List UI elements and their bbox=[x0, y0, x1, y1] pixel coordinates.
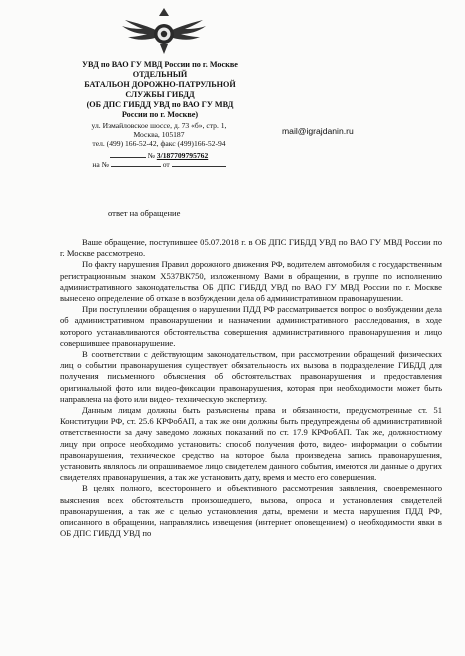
body-paragraph-5: Данным лицам должны быть разъяснены права и обязанности, предусмотренные ст. 51 Конституции РФ, ст. 25.6 КРФобАП, а так же они должны быть предупреждены об административной ответственности за дачу заведомо ложных показаний по ст. 17.9 КРФобАП. Так же, должностному лицу при опросе необходимо установить: способ получения фото, видео- информации о событии правонарушения, техническое средство на которое была произведена запись правонарушения, установить являлось ли опрашиваемое лицо свидетелем данного события, имеются ли данные о других свидетелях правонарушения, а так же установить дату, время и место его совершения. bbox=[60, 405, 442, 483]
police-eagle-emblem-icon bbox=[119, 4, 209, 56]
body-paragraph-3: При поступлении обращения о нарушении ПДД РФ рассматривается вопрос о возбуждении дела об административном правонарушении и назначении административного расследования, в ходе которого устанавливаются обстоятельства совершения административного правонарушения и лицо совершившее правонарушение. bbox=[60, 304, 442, 348]
body-paragraph-2: По факту нарушения Правил дорожного движения РФ, водителем автомобиля с государственным регистрационным знаком Х537ВК750, изложенному Вами в обращении, в группе по исполнению административного законодательства ОБ ДПС ГИБДД УВД по ВАО ГУ МВД России по г. Москве вынесено определение об отказе в возбуждении дела об административном правонарушении. bbox=[60, 259, 442, 304]
subject-line: ответ на обращение bbox=[108, 208, 181, 218]
org-name-line-1: УВД по ВАО ГУ МВД России по г. Москве bbox=[82, 60, 238, 69]
reply-from-label: от bbox=[162, 160, 170, 169]
reply-number-prefix: на № bbox=[92, 160, 109, 169]
body-paragraph-6: В целях полного, всестороннего и объективного рассмотрения заявления, своевременного выяснения всех обстоятельств произошедшего, вызова, опроса и установления свидетелей правонарушения, а так же с целью установления даты, времени и места нарушения ПДД РФ, описанного в обращении, направлялись извещения (интернет оповещением) о необходимости явки в ОБ ДПС ГИБДД УВД по bbox=[60, 483, 442, 539]
org-name-line-2: ОТДЕЛЬНЫЙ bbox=[132, 70, 188, 79]
org-name-line-5: (ОБ ДПС ГИБДД УВД по ВАО ГУ МВД bbox=[86, 100, 234, 109]
reply-date-blank bbox=[172, 158, 226, 167]
reply-number-blank bbox=[111, 158, 161, 167]
address-line-1: ул. Измайловское шоссе, д. 73 «б», стр. 1, bbox=[91, 121, 227, 130]
org-name-line-6: России по г. Москве) bbox=[121, 110, 199, 119]
recipient-email: mail@igrajdanin.ru bbox=[282, 126, 354, 136]
date-blank bbox=[110, 149, 146, 158]
ref-number: 3/187709795762 bbox=[156, 151, 209, 160]
ref-number-sign: № bbox=[147, 151, 155, 160]
reply-to-line bbox=[70, 158, 248, 169]
letter-body bbox=[60, 237, 442, 539]
address-line-3: тел. (499) 166-52-42, факс (499)166-52-94 bbox=[92, 139, 226, 148]
org-name-line-4: СЛУЖБЫ ГИБДД bbox=[125, 90, 195, 99]
org-name-line-3: БАТАЛЬОН ДОРОЖНО-ПАТРУЛЬНОЙ bbox=[84, 80, 236, 89]
address-line-2: Москва, 105187 bbox=[133, 130, 185, 139]
body-paragraph-1: Ваше обращение, поступившее 05.07.2018 г. в ОБ ДПС ГИБДД УВД по ВАО ГУ МВД России по г. Москве рассмотрено. bbox=[60, 237, 442, 259]
body-paragraph-4: В соответствии с действующим законодательством, при рассмотрении обращений физических лиц о событии правонарушения существует обязательность их вызова в подразделение ГИБДД для получения письменного объяснения об обстоятельствах правонарушения и предоставления оригинальной фото или видео-фиксации правонарушения, которая при необходимости может быть направлена на фото или видео- техническую экспертизу. bbox=[60, 349, 442, 404]
